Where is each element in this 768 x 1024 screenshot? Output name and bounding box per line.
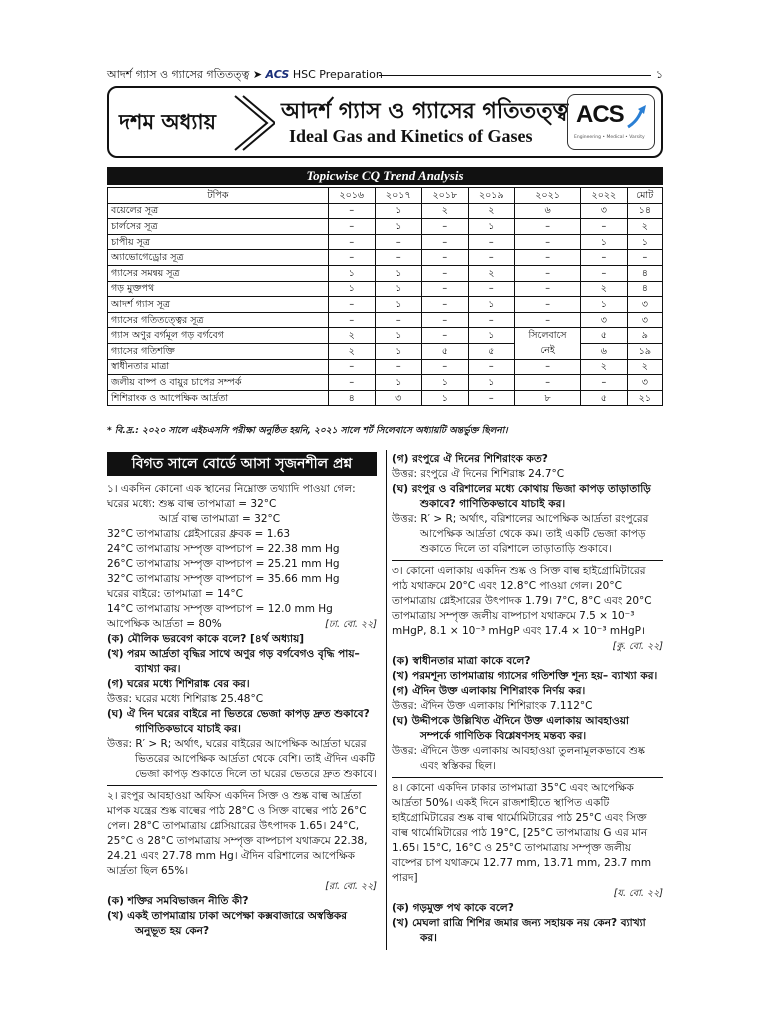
q2-ga: (গ) রংপুরে ঐ দিনের শিশিরাংক কত? [392,453,548,465]
column-header-topic: টপিক [108,188,329,204]
table-row [108,203,663,219]
count-cell: ৩ [375,390,422,406]
count-cell: – [515,281,581,297]
table-row [108,297,663,313]
count-cell: ৬ [581,343,628,359]
count-cell: ১ [375,343,422,359]
q2-gha: (ঘ) রংপুর ও বরিশালের মধ্যে কোথায় ভিজা কাপড় তাড়াতাড়ি শুকাবে? গাণিতিকভাবে যাচাই কর। [392,483,651,510]
count-cell: – [468,250,515,266]
count-cell: ১ [581,297,628,313]
count-cell: – [329,250,376,266]
q1-line: ১। একদিন কোনো এক স্থানের নিম্নোক্ত তথ্যাদি পাওয়া গেল: [107,483,356,495]
count-cell: ৩ [581,312,628,328]
count-cell: – [515,297,581,313]
arrow-icon [626,103,648,129]
count-cell: – [422,297,469,313]
q2-kha: (খ) একই তাপমাত্রায় ঢাকা অপেক্ষা কক্সবাজারে অস্বস্তিকর অনুভূত হয় কেন? [107,910,347,937]
count-cell: ৪ [627,281,662,297]
count-cell: – [422,219,469,235]
q1-ref: [ঢা. বো. ২২] [325,619,377,630]
count-cell: ৪ [329,390,376,406]
count-cell: ১ [468,219,515,235]
count-cell: – [329,375,376,391]
count-cell: ১ [375,281,422,297]
topic-cell: আদর্শ গ্যাস সূত্র [108,297,329,313]
topic-cell: গড় মুক্তপথ [108,281,329,297]
right-column [392,452,663,946]
q1-line: ঘরের মধ্যে: শুষ্ক বাল্ব তাপমাত্রা = 32°C [107,498,277,510]
q4-kha: (খ) মেঘলা রাত্রি শিশির জমার জন্য সহায়ক নয় কেন? ব্যাখ্যা কর। [392,917,646,944]
count-cell: ৫ [581,390,628,406]
table-row [108,359,663,375]
count-cell: – [422,265,469,281]
q4-ref: [য. বো. ২২] [613,888,663,899]
count-cell: ১ [375,219,422,235]
page-number: ১ [655,68,663,81]
table-row [108,375,663,391]
q1-line: ঘরের বাইরে: তাপমাত্রা = 14°C [107,588,243,600]
q1-gha: (ঘ) ঐ দিন ঘরের বাইরে না ভিতরে ভেজা কাপড় দ্রুত শুকাবে? গাণিতিকভাবে যাচাই কর। [107,708,370,735]
q2-gha-answer: উত্তর: R′ > R; অর্থাৎ, বরিশালের আপেক্ষিক আর্দ্রতা রংপুরের আপেক্ষিক আর্দ্রতা থেকে কম। তাই একটি ভেজা কাপড় শুকাতে দিলে তা বরিশালে তাড়াতাড়ি শুকাবে। [392,513,649,555]
count-cell: ২ [468,203,515,219]
column-divider [386,450,387,950]
count-cell: – [329,203,376,219]
acs-logo [567,94,655,150]
q1-line: 24°C তাপমাত্রায় সম্পৃক্ত বাষ্পচাপ = 22.38 mm Hg [107,543,340,555]
topic-cell: গ্যাসের সমন্বয় সূত্র [108,265,329,281]
topic-cell: শিশিরাংক ও আপেক্ষিক আর্দ্রতা [108,390,329,406]
column-header-year: মোট [627,188,662,204]
question-separator [392,777,663,778]
count-cell: ১ [581,234,628,250]
count-cell: – [329,297,376,313]
q2-ref: [রা. বো. ২২] [325,881,377,892]
header-rule [379,75,651,76]
count-cell: – [468,312,515,328]
column-header-year: ২০১৬ [329,188,376,204]
count-cell: – [515,234,581,250]
q1-ka: (ক) মৌলিক ভরবেগ কাকে বলে? [৪র্থ অধ্যায়] [107,633,305,645]
topic-cell: গ্যাস অণুর বর্গমূল গড় বর্গবেগ [108,328,329,344]
trend-table [107,187,663,406]
count-cell: ১ [627,234,662,250]
count-cell: ৬ [515,203,581,219]
count-cell: ২১ [627,390,662,406]
count-cell: – [581,250,628,266]
table-row [108,281,663,297]
left-column [107,452,377,939]
chapter-label: দশম অধ্যায় [119,110,216,134]
q3-ga-answer: উত্তর: ঐদিন উক্ত এলাকায় শিশিরাংক 7.112°C [392,700,593,712]
logo-tagline: Engineering • Medical • Varsity [574,135,645,140]
count-cell: নেই [515,343,581,359]
table-row [108,312,663,328]
count-cell: ২ [627,219,662,235]
table-row [108,250,663,266]
count-cell: – [422,328,469,344]
count-cell: ২ [627,359,662,375]
count-cell: ১ [375,328,422,344]
count-cell: ১ [375,203,422,219]
q1-ga: (গ) ঘরের মধ্যে শিশিরাঙ্ক বের কর। [107,678,250,690]
count-cell: ৯ [627,328,662,344]
brand-mark: ACS [265,68,290,81]
count-cell: – [375,359,422,375]
count-cell: ১ [329,281,376,297]
count-cell: ৮ [515,390,581,406]
question-separator [107,785,377,786]
q1-line: 26°C তাপমাত্রায় সম্পৃক্ত বাষ্পচাপ = 25.21 mm Hg [107,558,340,570]
q3-stem: ৩। কোনো এলাকায় একদিন শুষ্ক ও সিক্ত বাল্ব হাইগ্রোমিটারের পাঠ যথাক্রমে 20°C এবং 12.8°C পাওয়া গেল। 20°C তাপমাত্রায় গ্লেইসারের উৎপাদক 1.79। 7°C, 8°C এবং 20°C তাপমাত্রায় সম্পৃক্ত জলীয় বাষ্পচাপ যথাক্রমে 7.5 × 10⁻³ mHgP, 8.1 × 10⁻³ mHgP এবং 17.4 × 10⁻³ mHgP। [392,565,652,637]
count-cell: ২ [468,265,515,281]
column-header-year: ২০২২ [581,188,628,204]
count-cell: – [581,375,628,391]
count-cell: সিলেবাসে [515,328,581,344]
q1-line: 32°C তাপমাত্রায় সম্পৃক্ত বাষ্পচাপ = 35.66 mm Hg [107,573,340,585]
q1-gha-answer: উত্তর: R′ > R; অর্থাৎ, ঘরের বাইরের আপেক্ষিক আর্দ্রতা ঘরের ভিতরের আপেক্ষিক আর্দ্রতা থেকে বেশি। তাই ঐদিন একটি ভেজা কাপড় শুকাতে দিলে তা ঘরের ভেতরে দ্রুত শুকাবে। [107,738,377,780]
topic-cell: চাপীয় সূত্র [108,234,329,250]
count-cell: – [422,281,469,297]
q1-line: 14°C তাপমাত্রায় সম্পৃক্ত বাষ্পচাপ = 12.0 mm Hg [107,603,333,615]
running-subtitle: HSC Preparation [292,68,383,81]
count-cell: – [329,219,376,235]
count-cell: ৩ [627,375,662,391]
count-cell: ২ [581,359,628,375]
count-cell: ৩ [581,203,628,219]
running-title [107,66,383,85]
running-header [107,66,663,84]
column-header-year: ২০২১ [515,188,581,204]
table-row [108,343,663,359]
count-cell: – [422,312,469,328]
count-cell: ৫ [468,343,515,359]
count-cell: – [515,375,581,391]
count-cell: – [329,359,376,375]
q4-ka: (ক) গড়মুক্ত পথ কাকে বলে? [392,902,514,914]
topic-cell: চার্লসের সূত্র [108,219,329,235]
table-row [108,390,663,406]
count-cell: – [422,250,469,266]
q1-kha: (খ) পরম আর্দ্রতা বৃদ্ধির সাথে অণুর গড় বর্গবেগও বৃদ্ধি পায়– ব্যাখ্যা কর। [107,648,360,675]
count-cell: – [468,359,515,375]
column-header-year: ২০১৯ [468,188,515,204]
table-row [108,265,663,281]
count-cell: ৪ [627,265,662,281]
q3-ref: [কু. বো. ২২] [612,641,663,652]
count-cell: ১ [375,297,422,313]
logo-text: ACS [576,101,624,128]
table-row [108,328,663,344]
table-row [108,219,663,235]
count-cell: – [468,281,515,297]
count-cell: – [329,312,376,328]
topic-cell: বয়েলের সূত্র [108,203,329,219]
chapter-banner [107,86,663,158]
running-title-text: আদর্শ গ্যাস ও গ্যাসের গতিতত্ত্ব ➤ [107,68,263,81]
count-cell: – [468,390,515,406]
q1-rh: আপেক্ষিক আর্দ্রতা = 80% [107,618,222,630]
count-cell: – [515,250,581,266]
q3-gha: (ঘ) উদ্দীপকে উল্লিখিত ঐদিনে উক্ত এলাকায় আবহাওয়া সম্পর্কে গাণিতিক বিশ্লেষণসহ মন্তব্য কর। [392,715,629,742]
column-header-year: ২০১৭ [375,188,422,204]
question-separator [392,560,663,561]
count-cell: – [515,359,581,375]
q4-stem: ৪। কোনো একদিন ঢাকার তাপমাত্রা 35°C এবং আপেক্ষিক আর্দ্রতা 50%। একই দিনে রাজশাহীতে স্থাপিত একটি হাইগ্রোমিটারের শুষ্ক বাল্ব থার্মোমিটারের পাঠ 25°C এবং সিক্ত বাল্ব থার্মোমিটারের পাঠ 19°C, [25°C তাপমাত্রায় G এর মান 1.65। 15°C, 16°C ও 25°C তাপমাত্রায় সম্পৃক্ত জলীয় বাষ্পের চাপ যথাক্রমে 12.77 mm, 13.71 mm, 23.7 mm পারদ] [392,782,652,884]
q3-gha-answer: উত্তর: ঐদিনে উক্ত এলাকায় আবহাওয়া তুলনামূলকভাবে শুষ্ক এবং স্বস্তিকর ছিল। [392,745,645,772]
count-cell: – [375,312,422,328]
column-header-year: ২০১৮ [422,188,469,204]
count-cell: – [515,265,581,281]
count-cell: ১ [468,328,515,344]
count-cell: ১ [375,265,422,281]
section-title: বিগত সালে বোর্ডে আসা সৃজনশীল প্রশ্ন [107,452,377,476]
count-cell: – [375,234,422,250]
q2-stem: ২। রংপুর আবহাওয়া অফিস একদিন সিক্ত ও শুষ্ক বাল্ব আর্দ্রতা মাপক যন্ত্রের শুষ্ক বাল্বের পাঠ 28°C ও সিক্ত বাল্বের পাঠ 26°C পেল। 28°C তাপমাত্রায় গ্লেসিয়ারের উৎপাদক 1.65। 24°C, 25°C ও 28°C তাপমাত্রায় সম্পৃক্ত বাষ্পচাপ যথাক্রমে 22.38, 24.21 এবং 27.78 mm Hg। ঐদিন বরিশালের আপেক্ষিক আর্দ্রতা ছিল 65%। [107,790,368,877]
q2-ka: (ক) শক্তির সমবিভাজন নীতি কী? [107,895,249,907]
count-cell: ২ [329,343,376,359]
count-cell: – [329,234,376,250]
q1-ga-answer: উত্তর: ঘরের মধ্যে শিশিরাঙ্ক 25.48°C [107,693,264,705]
count-cell: ২ [329,328,376,344]
topic-cell: গ্যাসের গতিশক্তি [108,343,329,359]
q1-line: 32°C তাপমাত্রায় গ্লেইসারের ধ্রুবক = 1.63 [107,528,291,540]
count-cell: ১ [329,265,376,281]
count-cell: ৫ [422,343,469,359]
count-cell: ২ [581,281,628,297]
q3-ka: (ক) স্বাধীনতার মাত্রা কাকে বলে? [392,655,531,667]
count-cell: ৩ [627,297,662,313]
count-cell: – [515,219,581,235]
topic-cell: স্বাধীনতার মাত্রা [108,359,329,375]
q3-kha: (খ) পরমশূন্য তাপমাত্রায় গ্যাসের গতিশক্তি শূন্য হয়– ব্যাখ্যা কর। [392,670,658,682]
count-cell: – [581,219,628,235]
count-cell: ১৪ [627,203,662,219]
chapter-title-en: Ideal Gas and Kinetics of Gases [289,126,533,146]
count-cell: ১ [468,375,515,391]
q1-line: আর্দ্র বাল্ব তাপমাত্রা = 32°C [159,513,281,525]
count-cell: ৩ [627,312,662,328]
count-cell: ৫ [581,328,628,344]
topic-cell: অ্যাভোগেড্রোর সূত্র [108,250,329,266]
trend-header-row [108,188,663,204]
trend-note: * বি.দ্র.: ২০২০ সালে এইচএসসি পরীক্ষা অনুষ্ঠিত হয়নি, ২০২১ সালে শর্ট সিলেবাসে অধ্যায়টি অন্তর্ভুক্ত ছিলনা। [107,426,508,436]
count-cell: – [515,312,581,328]
count-cell: – [468,234,515,250]
count-cell: – [581,265,628,281]
trend-heading: Topicwise CQ Trend Analysis [107,167,663,185]
q1-line [107,617,377,632]
count-cell: – [422,234,469,250]
table-row [108,234,663,250]
count-cell: ১ [422,375,469,391]
count-cell: ১৯ [627,343,662,359]
count-cell: ২ [422,203,469,219]
count-cell: – [375,250,422,266]
topic-cell: গ্যাসের গতিতত্ত্বের সূত্র [108,312,329,328]
q2-ga-answer: উত্তর: রংপুরে ঐ দিনের শিশিরাঙ্ক 24.7°C [392,468,565,480]
count-cell: ১ [375,375,422,391]
chapter-title-bn: আদর্শ গ্যাস ও গ্যাসের গতিতত্ত্ব [281,99,569,124]
count-cell: – [422,359,469,375]
q3-ga: (গ) ঐদিন উক্ত এলাকায় শিশিরাংক নির্ণয় কর। [392,685,586,697]
chevron-icon [231,94,275,152]
topic-cell: জলীয় বাষ্প ও বায়ুর চাপের সম্পর্ক [108,375,329,391]
count-cell: – [627,250,662,266]
count-cell: ১ [422,390,469,406]
count-cell: ১ [468,297,515,313]
